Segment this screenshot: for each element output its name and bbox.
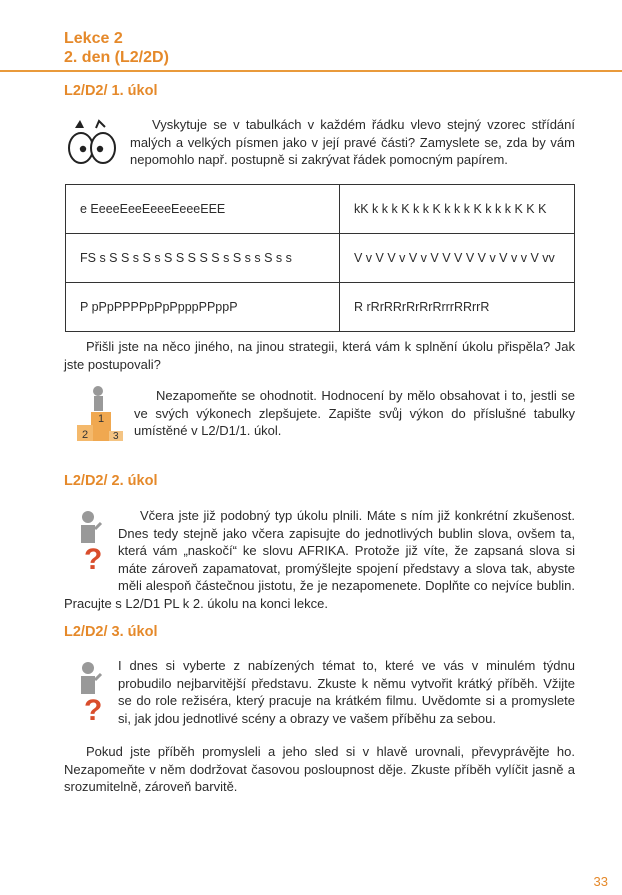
table-row xyxy=(66,234,575,283)
table-cell: FS s S S s S s S S S S S s S s s S s s xyxy=(66,234,340,283)
podium-icon xyxy=(76,385,124,445)
header-divider xyxy=(0,70,622,72)
task3-heading: L2/D2/ 3. úkol xyxy=(64,624,158,640)
table-row xyxy=(66,283,575,332)
task3-text2: Pokud jste příběh promysleli a jeho sled si v hlavě urovnali, převyprávějte ho. Nezapomeňte v něm dodržovat časovou posloupnost děje. Zkuste příběh vylíčit jasně a srozumitelně, zároveň barvitě. xyxy=(64,744,575,794)
podium-first: 1 xyxy=(98,413,105,425)
podium-second: 2 xyxy=(82,429,89,441)
table-row xyxy=(66,185,575,234)
page-number: 33 xyxy=(593,874,608,889)
table-cell: e EeeeEeeEeeeEeeeEEE xyxy=(66,185,340,234)
pattern-table xyxy=(65,184,575,332)
lesson-title xyxy=(64,29,169,67)
svg-text:?: ? xyxy=(84,694,103,727)
svg-text:?: ? xyxy=(84,543,103,576)
day-label: 2. den (L2/2D) xyxy=(64,49,169,66)
task1-reminder: Nezapomeňte se ohodnotit. Hodnocení by mělo obsahovat i to, jestli se ve svých výkonech zlepšujete. Zapište svůj výkon do příslušné tabulky umístěné v L2/D1/1. úkol. xyxy=(134,388,575,438)
table-cell: P pPpPPPPpPpPpppPPppP xyxy=(66,283,340,332)
task2-heading: L2/D2/ 2. úkol xyxy=(64,473,158,489)
task1-heading: L2/D2/ 1. úkol xyxy=(64,83,158,99)
task1-followup: Přišli jste na něco jiného, na jinou strategii, která vám k splnění úkolu přispěla? Jak jste postupovali? xyxy=(64,339,575,372)
lesson-number: Lekce 2 xyxy=(64,30,123,47)
task2-text: Včera jste již podobný typ úkolu plnili. Máte s ním již konkrétní zkušenost. Dnes tedy stejně jako včera zapisujte do jednotlivých bublin slova, ovšem ta, která vám „naskočí“ ke slovu AFRIKA. Protože již víte, že zapsaná slova si máte zároveň zapamatovat, promýšlejte spojení představy a slova tak, abyste měli alespoň částečnou jistotu, že je nezapomenete. Doplňte co nejvíce bublin. Pracujte s L2/D1 PL k 2. úkolu na konci lekce. xyxy=(64,508,575,611)
podium-third: 3 xyxy=(113,431,119,442)
thinking-person-icon xyxy=(78,660,108,728)
table-cell: kK k k k K k k K k k k K k k k K K K xyxy=(340,185,575,234)
eyes-icon xyxy=(63,118,119,172)
table-cell: V v V V v V v V V V V V v V v v V vv xyxy=(340,234,575,283)
task1-intro: Vyskytuje se v tabulkách v každém řádku vlevo stejný vzorec střídání malých a velkých písmen jako v její pravé části? Zamyslete se, zda by vám nepomohlo např. postupně si zakrývat řádek pomocným papírem. xyxy=(130,117,575,167)
task3-text: I dnes si vyberte z nabízených témat to, které ve vás v minulém týdnu probudilo nejbarvitější představu. Zkuste k němu vytvořit krátký příběh. Vžijte se do role režiséra, který pracuje na krátkém filmu. Uvědomte si a promyslete si, jak jdou jednotlivé scény a obrazy ve vašem příběhu za sebou. xyxy=(118,658,575,726)
table-cell: R rRrRRrRrRrRrrrRRrrR xyxy=(340,283,575,332)
